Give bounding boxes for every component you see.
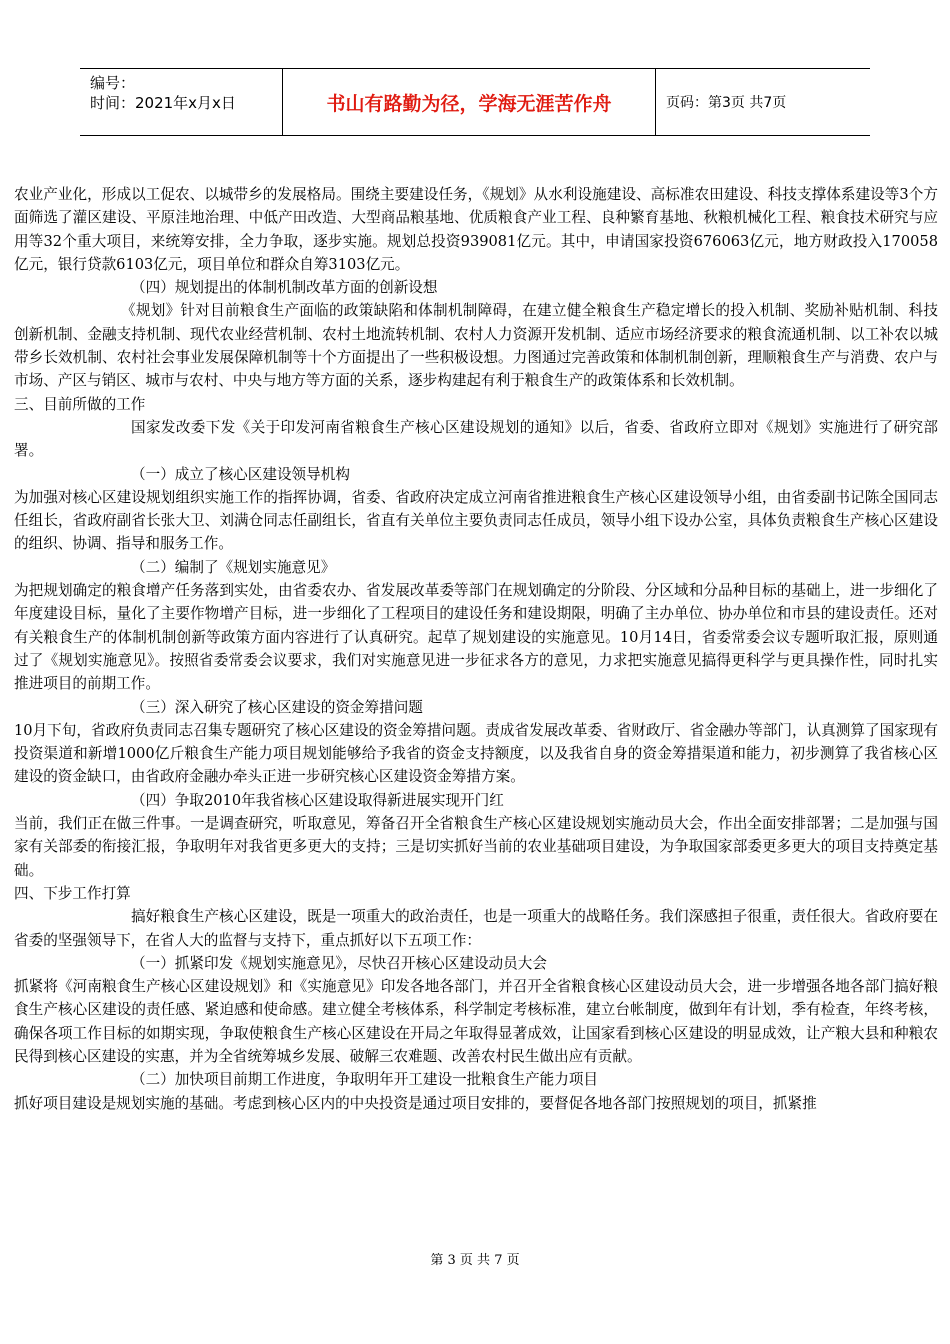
body-paragraph: 为把规划确定的粮食增产任务落到实处，由省委农办、省发展改革委等部门在规划确定的分阶段、分区域和分品种目标的基础上，进一步细化了年度建设目标，量化了主要作物增产目标，进一步细化了工程项目的建设任务和建设期限，明确了主办单位、协办单位和市县的建设责任。还对有关粮食生产的体制机制创新等政策方面内容进行了认真研究。起草了规划建设的实施意见。10月14日，省委常委会议专题听取汇报，原则通过了《规划实施意见》。按照省委常委会议要求，我们对实施意见进一步征求各方的意见，力求把实施意见搞得更科学与更具操作性，同时扎实推进项目的前期工作。 [14,582,938,693]
page-footer: 第 3 页 共 7 页 [430,1253,520,1268]
section-heading: （二）编制了《规划实施意见》 [131,558,336,576]
body-paragraph: 当前，我们正在做三件事。一是调查研究，听取意见，筹备召开全省粮食生产核心区建设规划实施动员大会，作出全面安排部署；二是加强与国家有关部委的衔接汇报，争取明年对我省更多更大的支持；三是切实抓好当前的农业基础项目建设，为争取国家部委更多更大的项目支持奠定基础。 [14,815,938,879]
header-meta [80,69,282,135]
body-paragraph: 为加强对核心区建设规划组织实施工作的指挥协调，省委、省政府决定成立河南省推进粮食生产核心区建设领导小组，由省委副书记陈全国同志任组长，省政府副省长张大卫、刘满仓同志任副组长，省直有关单位主要负责同志任成员，领导小组下设办公室，具体负责粮食生产核心区建设的组织、协调、指导和服务工作。 [14,488,938,553]
section-heading: （四）争取2010年我省核心区建设取得新进展实现开门红 [131,791,504,809]
body-paragraph: 抓紧将《河南粮食生产核心区建设规划》和《实施意见》印发各地各部门，并召开全省粮食核心区建设动员大会，进一步增强各地各部门搞好粮食生产核心区建设的责任感、紧迫感和使命感。建立健全考核体系，科学制定考核标准，建立台帐制度，做到年有计划，季有检查，年终考核，确保各项工作目标的如期实现，争取使粮食生产核心区建设在开局之年取得显著成效，让国家看到核心区建设的明显成效，让产粮大县和种粮农民得到核心区建设的实惠，并为全省统筹城乡发展、破解三农难题、改善农村民生做出应有贡献。 [14,978,938,1065]
document-number-label: 编号： [90,74,136,92]
header-page-info: 页码：第3页 共7页 [666,95,787,111]
section-heading: （一）抓紧印发《规划实施意见》，尽快召开核心区建设动员大会 [131,954,547,972]
document-time-label: 时间：2021年x月x日 [90,94,236,112]
chapter-heading: 四、下步工作打算 [14,884,131,902]
chapter-heading: 三、目前所做的工作 [14,395,146,413]
body-paragraph: 抓好项目建设是规划实施的基础。考虑到核心区内的中央投资是通过项目安排的，要督促各地各部门按照规划的项目，抓紧推 [14,1094,817,1112]
body-paragraph: 农业产业化，形成以工促农、以城带乡的发展格局。围绕主要建设任务，《规划》从水利设施建设、高标准农田建设、科技支撑体系建设等3个方面筛选了灌区建设、平原洼地治理、中低产田改造、大型商品粮基地、优质粮食产业工程、良种繁育基地、秋粮机械化工程、粮食技术研究与应用等32个重大项目，来统筹安排，全力争取，逐步实施。规划总投资939081亿元。其中，申请国家投资676063亿元，地方财政投入170058亿元，银行贷款6103亿元，项目单位和群众自筹3103亿元。 [14,186,938,273]
header-motto: 书山有路勤为径，学海无涯苦作舟 [282,69,656,135]
body-paragraph: 10月下旬，省政府负责同志召集专题研究了核心区建设的资金筹措问题。责成省发展改革委、省财政厅、省金融办等部门，认真测算了国家现有投资渠道和新增1000亿斤粮食生产能力项目规划能够给予我省的资金支持额度，以及我省自身的资金筹措渠道和能力，初步测算了我省核心区建设的资金缺口，由省政府金融办牵头正进一步研究核心区建设资金筹措方案。 [14,721,938,786]
section-heading: （三）深入研究了核心区建设的资金筹措问题 [131,698,423,716]
body-paragraph: 《规划》针对目前粮食生产面临的政策缺陷和体制机制障碍，在建立健全粮食生产稳定增长的投入机制、奖励补贴机制、科技创新机制、金融支持机制、现代农业经营机制、农村土地流转机制、农村人力资源开发机制、适应市场经济要求的粮食流通机制、以工补农以城带乡长效机制、农村社会事业发展保障机制等十个方面提出了一些积极设想。力图通过完善政策和体制机制创新，理顺粮食生产与消费、农户与市场、产区与销区、城市与农村、中央与地方等方面的关系，逐步构建起有利于粮食生产的政策体系和长效机制。 [14,302,938,390]
document-body [14,183,938,1115]
page-header [80,68,870,136]
section-heading: （四）规划提出的体制机制改革方面的创新设想 [131,279,438,297]
section-heading: （二）加快项目前期工作进度，争取明年开工建设一批粮食生产能力项目 [131,1071,599,1089]
section-heading: （一）成立了核心区建设领导机构 [131,465,350,483]
body-paragraph: 搞好粮食生产核心区建设，既是一项重大的政治责任，也是一项重大的战略任务。我们深感担子很重，责任很大。省政府要在省委的坚强领导下，在省人大的监督与支持下，重点抓好以下五项工作： [14,908,938,949]
body-paragraph: 国家发改委下发《关于印发河南省粮食生产核心区建设规划的通知》以后，省委、省政府立即对《规划》实施进行了研究部署。 [14,418,938,460]
